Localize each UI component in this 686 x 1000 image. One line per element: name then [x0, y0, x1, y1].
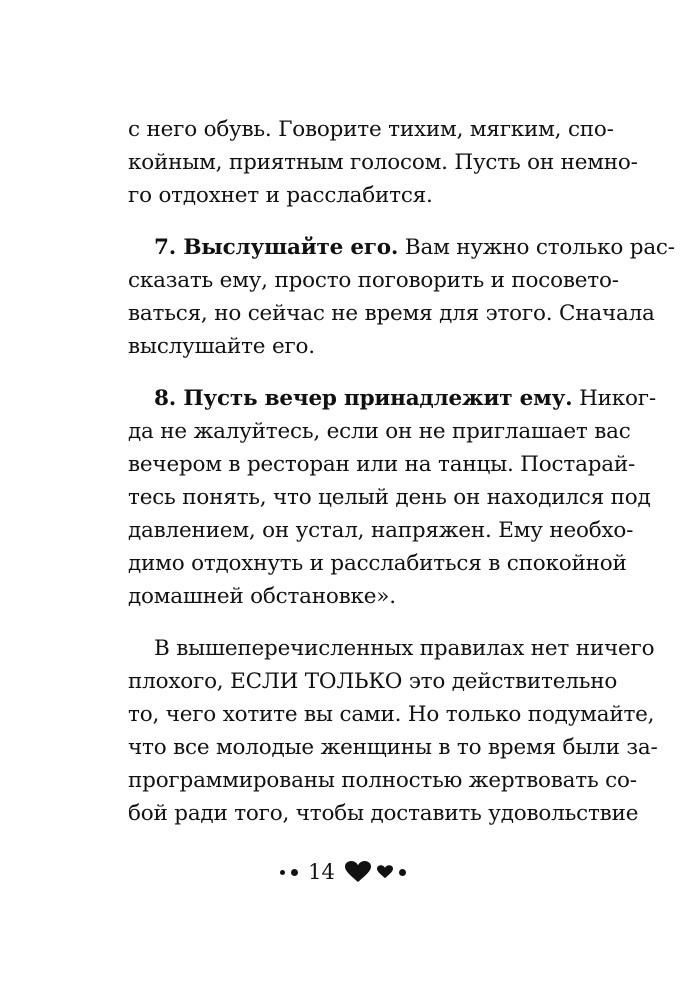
heart-icon: [345, 861, 371, 883]
text-line: В вышеперечисленных правилах нет ничего: [154, 636, 655, 661]
paragraph-continuation: [128, 113, 638, 212]
dot-icon: [280, 870, 285, 875]
paragraph-rule-7: [128, 231, 675, 363]
text-run: Никог-: [572, 386, 656, 411]
text-line: да не жалуйтесь, если он не приглашает вас: [128, 419, 631, 444]
text-line: выслушайте его.: [128, 334, 315, 359]
text-line: ваться, но сейчас не время для этого. Сначала: [128, 301, 655, 326]
heart-icon: [377, 865, 393, 879]
text-line: койным, приятным голосом. Пусть он немно-: [128, 150, 638, 175]
paragraph-commentary: [128, 632, 658, 830]
rule-heading: 7. Выслушайте его.: [154, 235, 399, 260]
text-line: бой ради того, чтобы доставить удовольствие: [128, 801, 639, 826]
text-line: сказать ему, просто поговорить и посовето-: [128, 268, 619, 293]
paragraph-rule-8: [128, 382, 656, 613]
text-line: [128, 231, 675, 264]
dot-icon: [399, 869, 406, 876]
text-line: программированы полностью жертвовать со-: [128, 768, 637, 793]
text-line: домашней обстановке».: [128, 584, 396, 609]
footer-ornament: [280, 852, 406, 892]
text-line: плохого, ЕСЛИ ТОЛЬКО это действительно: [128, 669, 618, 694]
text-line: вечером в ресторан или на танцы. Постарай-: [128, 452, 636, 477]
rule-heading: 8. Пусть вечер принадлежит ему.: [154, 386, 573, 411]
text-line: то, чего хотите вы сами. Но только подумайте,: [128, 702, 655, 727]
text-line: го отдохнет и расслабится.: [128, 183, 433, 208]
page-number: 14: [308, 860, 335, 884]
page-footer: [0, 852, 686, 892]
text-line: тесь понять, что целый день он находился под: [128, 485, 651, 510]
text-line: с него обувь. Говорите тихим, мягким, спо-: [128, 117, 614, 142]
text-line: давлением, он устал, напряжен. Ему необхо-: [128, 518, 634, 543]
text-run: Вам нужно столько рас-: [398, 235, 675, 260]
text-line: димо отдохнуть и расслабиться в спокойной: [128, 551, 627, 576]
text-line: [128, 382, 656, 415]
dot-icon: [291, 869, 298, 876]
text-line: что все молодые женщины в то время были за-: [128, 735, 658, 760]
